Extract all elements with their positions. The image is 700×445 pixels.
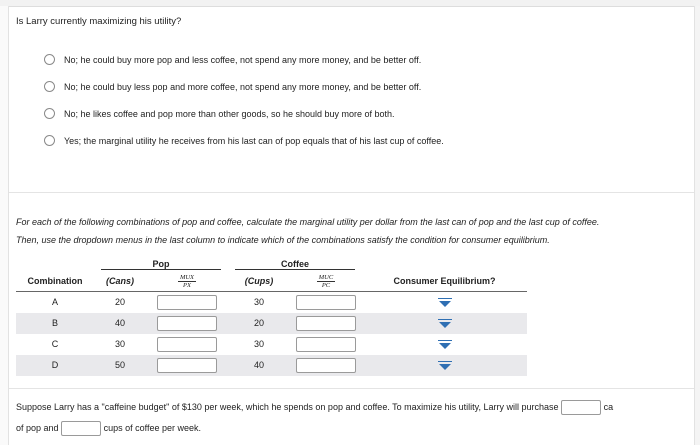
combination-cell: D — [51, 360, 59, 370]
chevron-down-icon — [439, 364, 451, 370]
chevron-down-icon — [439, 301, 451, 307]
header-cans: (Cans) — [105, 276, 134, 286]
radio-button[interactable] — [44, 54, 55, 65]
muc-pc-input[interactable] — [296, 295, 356, 310]
budget-question — [16, 397, 692, 439]
option-label: Yes; the marginal utility he receives from his last can of pop equals that of his last cup of coffee. — [64, 135, 444, 146]
combination-cell: A — [16, 292, 94, 313]
header-cups: (Cups) — [244, 276, 274, 286]
answer-option[interactable] — [44, 100, 444, 127]
header-combination: Combination — [27, 276, 83, 286]
table-row — [16, 334, 527, 355]
header-consumer-equilibrium: Consumer Equilibrium? — [393, 276, 496, 286]
mux-px-input[interactable] — [157, 337, 217, 352]
cups-cell: 30 — [253, 339, 264, 349]
cans-cell: 40 — [114, 318, 125, 328]
cups-cell: 30 — [228, 292, 290, 313]
muc-pc-input[interactable] — [296, 316, 356, 331]
budget-text: Suppose Larry has a "caffeine budget" of $130 per week, which he spends on pop and coffee. To maximize his utility, Larry will purchase — [16, 402, 559, 412]
equilibrium-dropdown[interactable] — [438, 361, 452, 370]
budget-text: of pop and — [16, 423, 59, 433]
equilibrium-dropdown[interactable] — [438, 319, 452, 328]
radio-button[interactable] — [44, 81, 55, 92]
table-row — [16, 313, 527, 334]
top-frame — [0, 0, 700, 7]
header-muc-pc — [290, 271, 362, 292]
utility-table — [16, 257, 527, 376]
left-frame — [0, 6, 9, 445]
cans-cell: 30 — [114, 339, 125, 349]
budget-text-cut: ca — [603, 402, 614, 412]
cups-cell: 20 — [253, 318, 264, 328]
option-label: No; he could buy less pop and more coffee, not spend any more money, and be better off. — [64, 81, 422, 92]
equilibrium-dropdown[interactable] — [438, 340, 452, 349]
muc-pc-input[interactable] — [296, 337, 356, 352]
cans-cell: 20 — [94, 292, 146, 313]
pop-quantity-input[interactable] — [561, 400, 601, 415]
instructions-line-2: Then, use the dropdown menus in the last column to indicate which of the combinations satisfy the condition for consumer equilibrium. — [16, 235, 550, 245]
question-text: Is Larry currently maximizing his utility? — [16, 16, 182, 27]
instructions-line-1: For each of the following combinations of pop and coffee, calculate the marginal utility per dollar from the last can of pop and the last cup of coffee. — [16, 217, 600, 227]
combination-cell: C — [51, 339, 59, 349]
chevron-down-icon — [439, 322, 451, 328]
cans-cell: 50 — [114, 360, 125, 370]
coffee-quantity-input[interactable] — [61, 421, 101, 436]
right-frame — [694, 6, 700, 445]
muc-numerator: MUC — [318, 273, 334, 281]
group-header-pop: Pop — [94, 257, 228, 271]
section-divider — [9, 192, 694, 193]
answer-option[interactable] — [44, 127, 444, 154]
cups-cell: 40 — [253, 360, 264, 370]
combination-cell: B — [51, 318, 58, 328]
table-row — [16, 355, 527, 376]
budget-line-2 — [16, 418, 692, 439]
mux-px-input[interactable] — [157, 295, 217, 310]
group-header-coffee: Coffee — [228, 257, 362, 271]
table-row — [16, 292, 527, 313]
radio-button[interactable] — [44, 135, 55, 146]
budget-text: cups of coffee per week. — [103, 423, 201, 433]
muc-pc-input[interactable] — [296, 358, 356, 373]
mux-numerator: MUX — [179, 273, 195, 281]
budget-line-1 — [16, 397, 692, 418]
px-denominator: PX — [183, 281, 191, 289]
mux-px-input[interactable] — [157, 316, 217, 331]
section-divider — [9, 388, 694, 389]
header-mux-px — [146, 271, 228, 292]
mux-px-input[interactable] — [157, 358, 217, 373]
pc-denominator: PC — [321, 281, 331, 289]
answer-options — [44, 46, 444, 154]
radio-button[interactable] — [44, 108, 55, 119]
equilibrium-dropdown[interactable] — [438, 298, 452, 307]
option-label: No; he could buy more pop and less coffee, not spend any more money, and be better off. — [64, 54, 422, 65]
chevron-down-icon — [439, 343, 451, 349]
instructions — [16, 213, 692, 249]
answer-option[interactable] — [44, 46, 444, 73]
option-label: No; he likes coffee and pop more than other goods, so he should buy more of both. — [64, 108, 395, 119]
answer-option[interactable] — [44, 73, 444, 100]
